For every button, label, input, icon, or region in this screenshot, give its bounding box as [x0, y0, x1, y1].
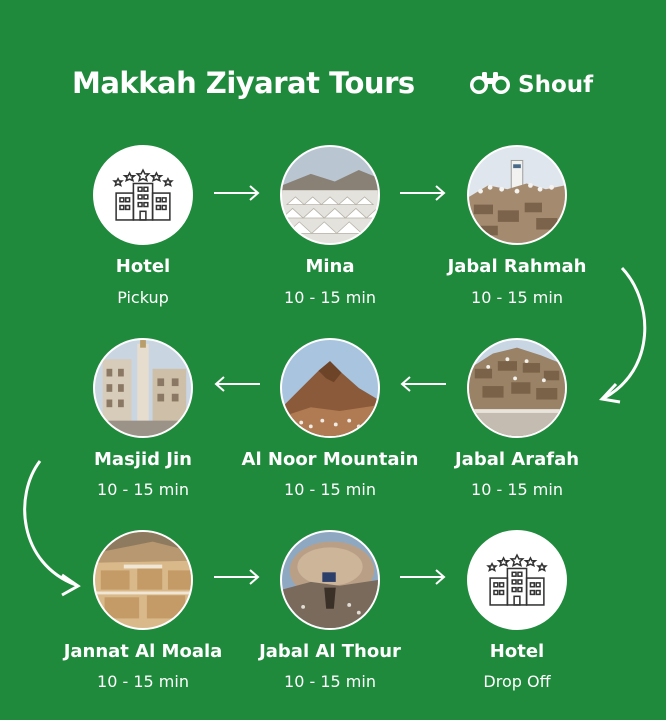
- stop-detail-mina: 10 - 15 min: [284, 288, 376, 307]
- stop-detail-hotel-pickup: Pickup: [117, 288, 169, 307]
- arrow-right-icon: [212, 567, 262, 587]
- brand-logo: [468, 70, 593, 100]
- mina-tents-photo: [280, 145, 380, 245]
- page-title: Makkah Ziyarat Tours: [72, 66, 415, 100]
- stop-detail-jabal-al-thour: 10 - 15 min: [284, 672, 376, 691]
- stop-name-hotel-dropoff: Hotel: [489, 641, 545, 662]
- curved-arrow-down-icon: [12, 455, 92, 605]
- stop-name-al-noor-mountain: Al Noor Mountain: [241, 449, 419, 470]
- stop-detail-al-noor-mountain: 10 - 15 min: [284, 480, 376, 499]
- stop-name-jabal-arafah: Jabal Arafah: [454, 449, 580, 470]
- stop-name-jabal-rahmah: Jabal Rahmah: [447, 256, 587, 277]
- arrow-right-icon: [398, 567, 448, 587]
- jabal-al-thour-photo: [280, 530, 380, 630]
- binoculars-icon: [468, 70, 512, 100]
- jabal-rahmah-photo: [467, 145, 567, 245]
- stop-detail-masjid-jin: 10 - 15 min: [97, 480, 189, 499]
- stop-detail-jannat-al-moala: 10 - 15 min: [97, 672, 189, 691]
- stop-name-jabal-al-thour: Jabal Al Thour: [259, 641, 401, 662]
- brand-name: Shouf: [518, 72, 594, 98]
- arrow-left-icon: [212, 374, 262, 394]
- arrow-left-icon: [398, 374, 448, 394]
- hotel-icon: [467, 530, 567, 630]
- curved-arrow-down-icon: [590, 262, 660, 412]
- stop-name-hotel-pickup: Hotel: [115, 256, 171, 277]
- jabal-arafah-photo: [467, 338, 567, 438]
- stop-name-masjid-jin: Masjid Jin: [94, 449, 192, 470]
- masjid-jin-photo: [93, 338, 193, 438]
- arrow-right-icon: [398, 183, 448, 203]
- hotel-icon: [93, 145, 193, 245]
- stop-name-jannat-al-moala: Jannat Al Moala: [63, 641, 223, 662]
- jannat-al-moala-photo: [93, 530, 193, 630]
- arrow-right-icon: [212, 183, 262, 203]
- stop-detail-hotel-dropoff: Drop Off: [483, 672, 551, 691]
- al-noor-mountain-photo: [280, 338, 380, 438]
- stop-detail-jabal-arafah: 10 - 15 min: [471, 480, 563, 499]
- stop-detail-jabal-rahmah: 10 - 15 min: [471, 288, 563, 307]
- stop-name-mina: Mina: [305, 256, 355, 277]
